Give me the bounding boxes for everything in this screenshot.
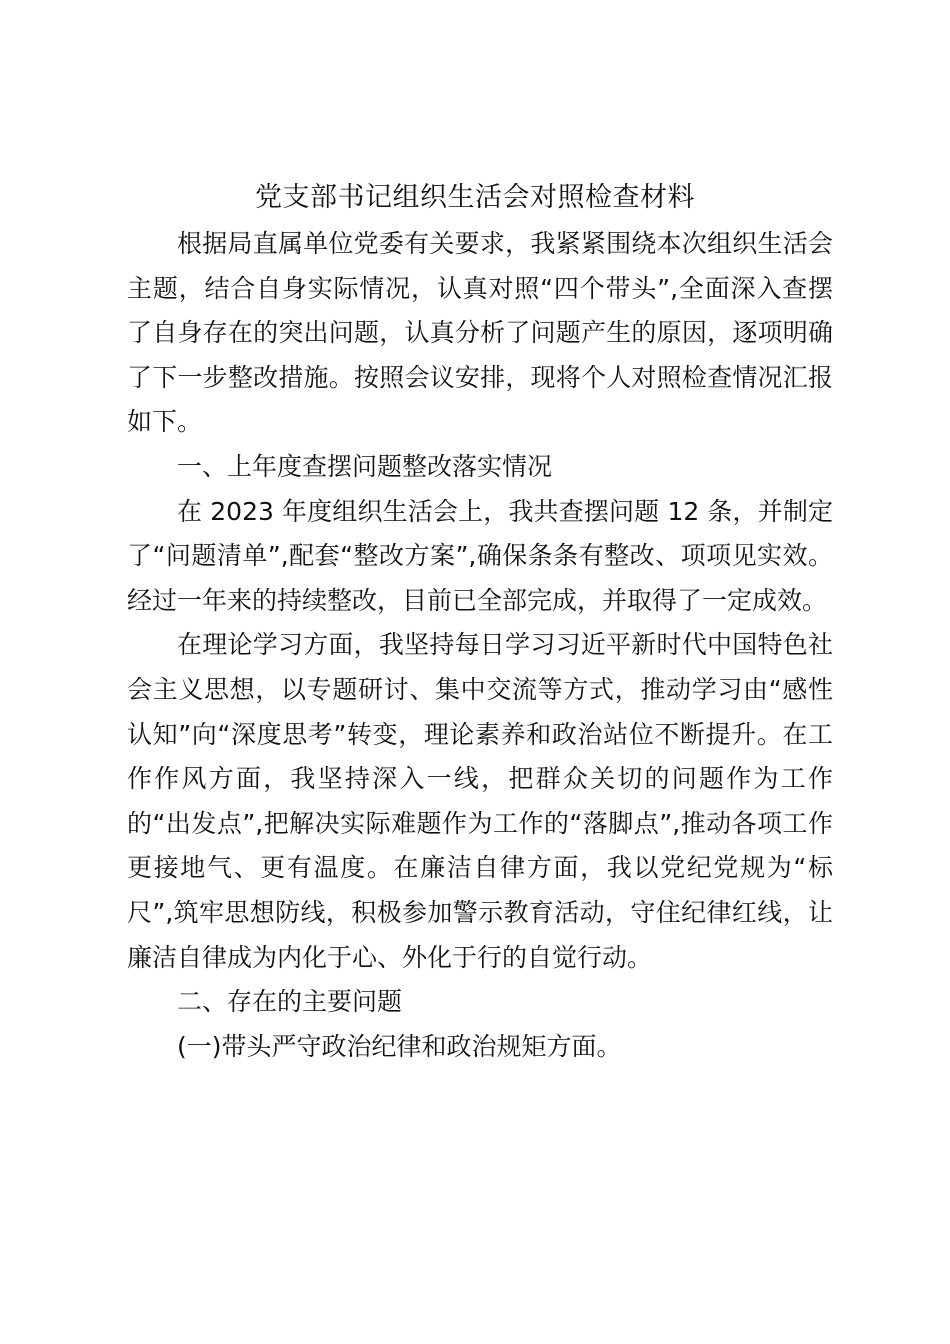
document-body [127, 222, 833, 1069]
section-heading-2: 二、存在的主要问题 [177, 987, 403, 1017]
paragraph-rectification-details: 在理论学习方面，我坚持每日学习习近平新时代中国特色社会主义思想，以专题研讨、集中交流等方式，推动学习由“感性认知”向“深度思考”转变，理论素养和政治站位不断提升。在工作作风方面，我坚持深入一线，把群众关切的问题作为工作的“出发点”,把解决实际难题作为工作的“落脚点”,推动各项工作更接地气、更有温度。在廉洁自律方面，我以党纪党规为“标尺”,筑牢思想防线，积极参加警示教育活动，守住纪律红线，让廉洁自律成为内化于心、外化于行的自觉行动。 [127, 630, 833, 972]
paragraph-intro: 根据局直属单位党委有关要求，我紧紧围绕本次组织生活会主题，结合自身实际情况，认真对照“四个带头”,全面深入查摆了自身存在的突出问题，认真分析了问题产生的原因，逐项明确了下一步整改措施。按照会议安排，现将个人对照检查情况汇报如下。 [127, 229, 833, 437]
document-title: 党支部书记组织生活会对照检查材料 [255, 182, 695, 213]
paragraph-rectification-summary: 在 2023 年度组织生活会上，我共查摆问题 12 条，并制定了“问题清单”,配套“整改方案”,确保条条有整改、项项见实效。经过一年来的持续整改，目前已全部完成，并取得了一定成效。 [127, 496, 833, 615]
subsection-heading-1: (一)带头严守政治纪律和政治规矩方面。 [177, 1031, 622, 1061]
section-heading-1: 一、上年度查摆问题整改落实情况 [177, 451, 553, 481]
